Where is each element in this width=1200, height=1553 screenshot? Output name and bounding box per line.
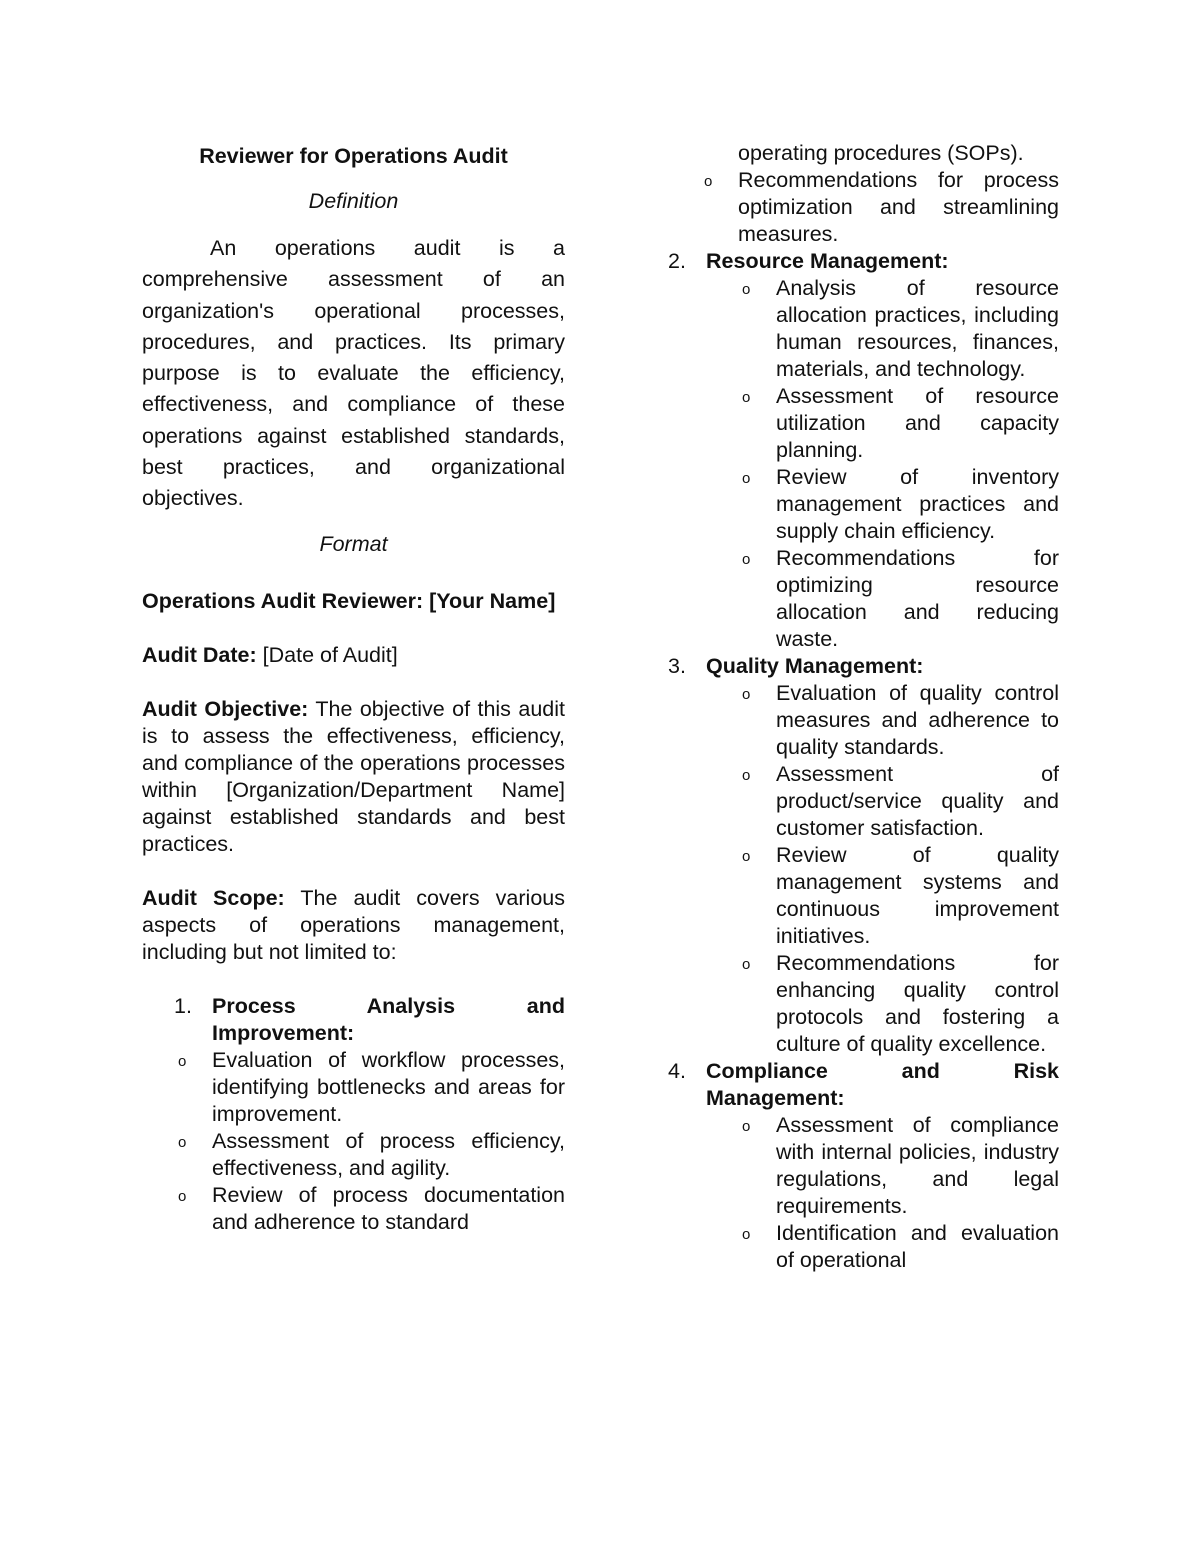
bullet-icon: o [742, 389, 751, 406]
audit-date [142, 642, 565, 669]
scope-section-quality [668, 653, 1059, 1058]
audit-scope-label: Audit Scope: [142, 885, 285, 910]
list-item: o Recommendations for process optimization and streamlining measures. [704, 168, 1059, 246]
audit-scope-value: The audit covers various aspects of operations management, including but not limited to: [142, 885, 565, 964]
section-number: 2. [668, 249, 686, 273]
scope-list [142, 993, 565, 1047]
right-column [668, 140, 1059, 1274]
section-number: 1. [174, 993, 192, 1018]
list-item: o Review of process documentation and adherence to standard [178, 1182, 565, 1234]
definition-heading: Definition [308, 189, 399, 213]
audit-objective [142, 696, 565, 858]
list-item-continued: operating procedures (SOPs). [738, 141, 1024, 165]
reviewer-line: Operations Audit Reviewer: [Your Name] [142, 588, 556, 613]
section-title: Resource Management: [706, 249, 949, 273]
bullet-icon: o [178, 1133, 187, 1151]
bullet-icon: o [742, 551, 751, 568]
process-bullets [142, 1047, 565, 1236]
section-title: Compliance and Risk Management: [706, 1059, 1059, 1110]
format-heading: Format [319, 531, 388, 556]
compliance-bullets [668, 1112, 1059, 1274]
bullet-icon: o [742, 767, 751, 784]
section-number: 3. [668, 654, 686, 678]
definition-paragraph: An operations audit is a comprehensive assessment of an organization's operational processes, procedures, and practices. Its primary purpose is to evaluate the efficiency, effectiveness, and compliance of these operations against established standards, best practices, and organizational objectives. [142, 236, 565, 511]
audit-date-label: Audit Date: [142, 642, 257, 667]
scope-section-process [142, 993, 565, 1047]
list-item: o Assessment of resource utilization and capacity planning. [742, 384, 1059, 462]
list-item: o Evaluation of quality control measures and adherence to quality standards. [742, 681, 1059, 759]
bullet-icon: o [742, 956, 751, 973]
bullet-icon: o [704, 173, 713, 190]
process-bullets-continued [668, 140, 1059, 248]
bullet-icon: o [742, 1118, 751, 1135]
document-title: Reviewer for Operations Audit [199, 144, 508, 168]
list-item: o Identification and evaluation of operational [742, 1221, 1059, 1272]
audit-date-value: [Date of Audit] [256, 642, 398, 667]
quality-bullets [668, 680, 1059, 1058]
list-item: o Evaluation of workflow processes, identifying bottlenecks and areas for improvement. [178, 1047, 565, 1126]
scope-list-continued [668, 248, 1059, 1274]
bullet-icon: o [742, 281, 751, 298]
bullet-icon: o [742, 686, 751, 703]
list-item: o Assessment of compliance with internal policies, industry regulations, and legal requirements. [742, 1113, 1059, 1218]
bullet-icon: o [178, 1187, 187, 1205]
bullet-icon: o [742, 1226, 751, 1243]
left-column [142, 140, 565, 1236]
list-item: o Analysis of resource allocation practices, including human resources, finances, materials, and technology. [742, 276, 1059, 381]
section-number: 4. [668, 1059, 686, 1083]
list-item: o Assessment of product/service quality and customer satisfaction. [742, 762, 1059, 840]
list-item: o Recommendations for enhancing quality control protocols and fostering a culture of quality excellence. [742, 951, 1059, 1056]
list-item: o Recommendations for optimizing resource allocation and reducing waste. [742, 546, 1059, 651]
list-item: o Assessment of process efficiency, effectiveness, and agility. [178, 1128, 565, 1180]
list-item: o Review of inventory management practices and supply chain efficiency. [742, 465, 1059, 543]
resource-bullets [668, 275, 1059, 653]
audit-objective-value: The objective of this audit is to assess the effectiveness, efficiency, and compliance of the operations processes within [Organization/Department Name] against established standards and best practices. [142, 696, 565, 856]
audit-objective-label: Audit Objective: [142, 696, 309, 721]
list-item: o Review of quality management systems and continuous improvement initiatives. [742, 843, 1059, 948]
bullet-icon: o [742, 848, 751, 865]
scope-section-compliance [668, 1058, 1059, 1274]
scope-section-resource [668, 248, 1059, 653]
section-title: Process Analysis and Improvement: [212, 993, 565, 1045]
bullet-icon: o [742, 470, 751, 487]
section-title: Quality Management: [706, 654, 924, 678]
bullet-icon: o [178, 1052, 187, 1070]
audit-scope [142, 885, 565, 966]
